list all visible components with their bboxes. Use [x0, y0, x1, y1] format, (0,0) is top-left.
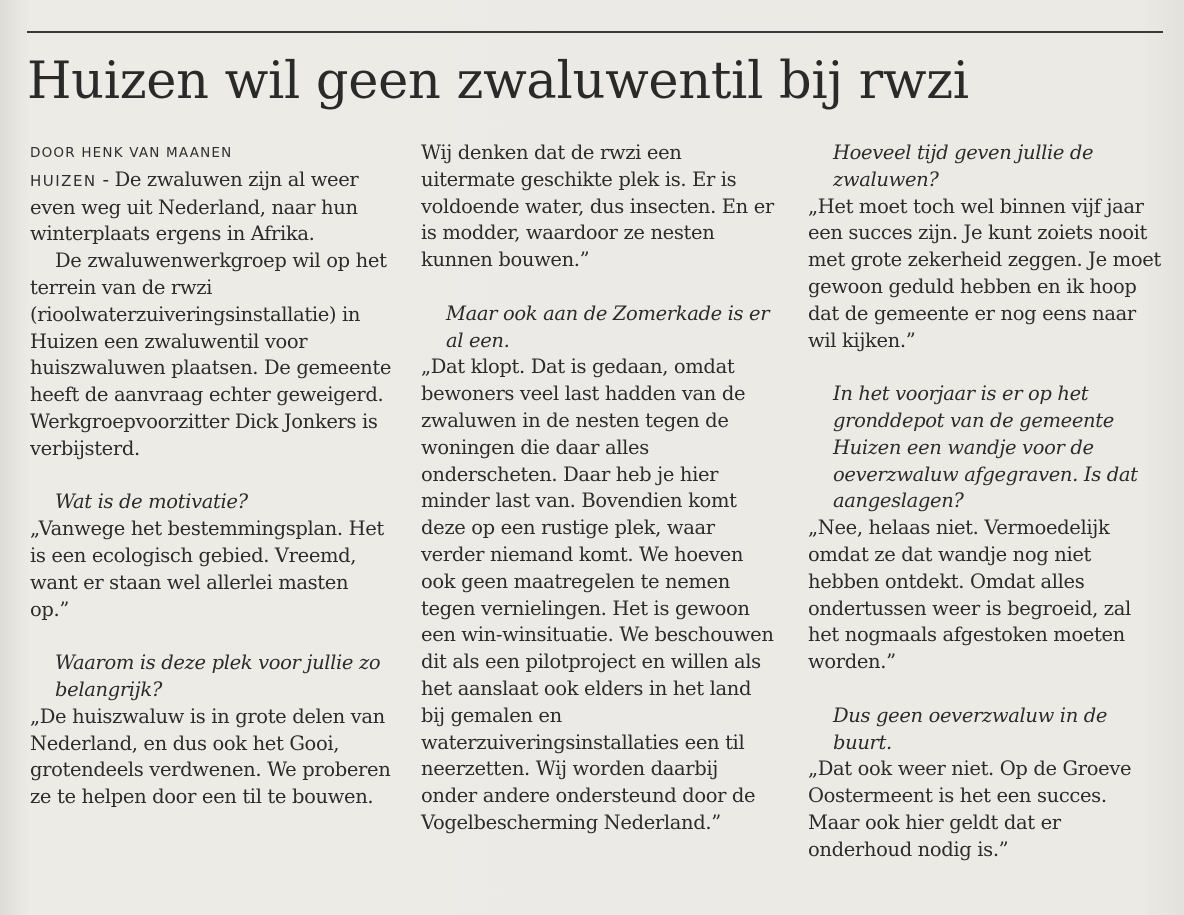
top-rule [27, 31, 1163, 33]
answer-2-part-1: „De huiszwaluw is in grote delen van Nederland, en dus ook het Gooi, grotendeels verdwenen. We proberen ze te helpen door een til te bouwen. [30, 704, 391, 809]
answer-6: „Dat ook weer niet. Op de Groeve Oostermeent is het een succes. Maar ook hier geldt dat er onderhoud nodig is.” [808, 757, 1132, 861]
answer-3: „Dat klopt. Dat is gedaan, omdat bewoners veel last hadden van de zwaluwen in de nesten tegen de woningen die daar alles onderscheten. Daar heb je hier minder last van. Bovendien komt deze op een rustige plek, waar verder niemand komt. We hoeven ook geen maatregelen te nemen tegen vernielingen. Het is gewoon een win-winsituatie. We beschouwen dit als een pilotproject en willen als het aanslaat ook elders in het land bij gemalen en waterzuiveringsinstallaties een til neerzetten. Wij worden daarbij onder andere ondersteund door de Vogelbescherming Nederland.” [421, 355, 774, 834]
spacer [808, 676, 1163, 703]
question-6: Dus geen oeverzwaluw in de buurt. [833, 703, 1108, 754]
question-5: In het voorjaar is er op het gronddepot van de gemeente Huizen een wandje voor de oeverzwaluw afgegraven. Is dat aangeslagen? [833, 382, 1138, 513]
column-3 [808, 140, 1163, 864]
lead-paragraph [30, 167, 392, 248]
question-4: Hoeveel tijd geven jullie de zwaluwen? [833, 141, 1094, 191]
dateline: HUIZEN [30, 171, 97, 190]
byline: DOOR HENK VAN MAANEN [30, 145, 233, 161]
intro-paragraph: De zwaluwenwerkgroep wil op het terrein van de rwzi (rioolwaterzuiveringsinstallatie) in Huizen een zwaluwentil voor huiszwaluwen plaatsen. De gemeente heeft de aanvraag echter geweigerd. Werkgroepvoorzitter Dick Jonkers is verbijsterd. [30, 249, 392, 460]
spacer [30, 463, 392, 490]
answer-1: „Vanwege het bestemmingsplan. Het is een ecologisch gebied. Vreemd, want er staan wel allerlei masten op.” [30, 517, 384, 621]
answer-2-part-2: Wij denken dat de rwzi een uitermate geschikte plek is. Er is voldoende water, dus insecten. En er is modder, waardoor ze nesten kunnen bouwen.” [421, 141, 774, 272]
question-2: Waarom is deze plek voor jullie zo belangrijk? [55, 651, 381, 701]
column-1 [30, 140, 392, 811]
question-1: Wat is de motivatie? [55, 490, 248, 514]
spacer [421, 274, 776, 301]
answer-5: „Nee, helaas niet. Vermoedelijk omdat ze dat wandje nog niet hebben ontdekt. Omdat alles ondertussen weer is begroeid, zal het nogmaals afgestoken moeten worden.” [808, 516, 1131, 674]
question-3: Maar ook aan de Zomerkade is er al een. [446, 301, 770, 352]
column-2 [421, 140, 776, 837]
spacer [30, 623, 392, 650]
headline: Huizen wil geen zwaluwentil bij rwzi [27, 52, 969, 111]
lead-text: - De zwaluwen zijn al weer even weg uit Nederland, naar hun winterplaats ergens in Afrika. [30, 167, 359, 246]
spacer [808, 354, 1163, 381]
answer-4: „Het moet toch wel binnen vijf jaar een succes zijn. Je kunt zoiets nooit met grote zekerheid zeggen. Je moet gewoon geduld hebben en ik hoop dat de gemeente er nog eens naar wil kijken.” [808, 194, 1161, 352]
